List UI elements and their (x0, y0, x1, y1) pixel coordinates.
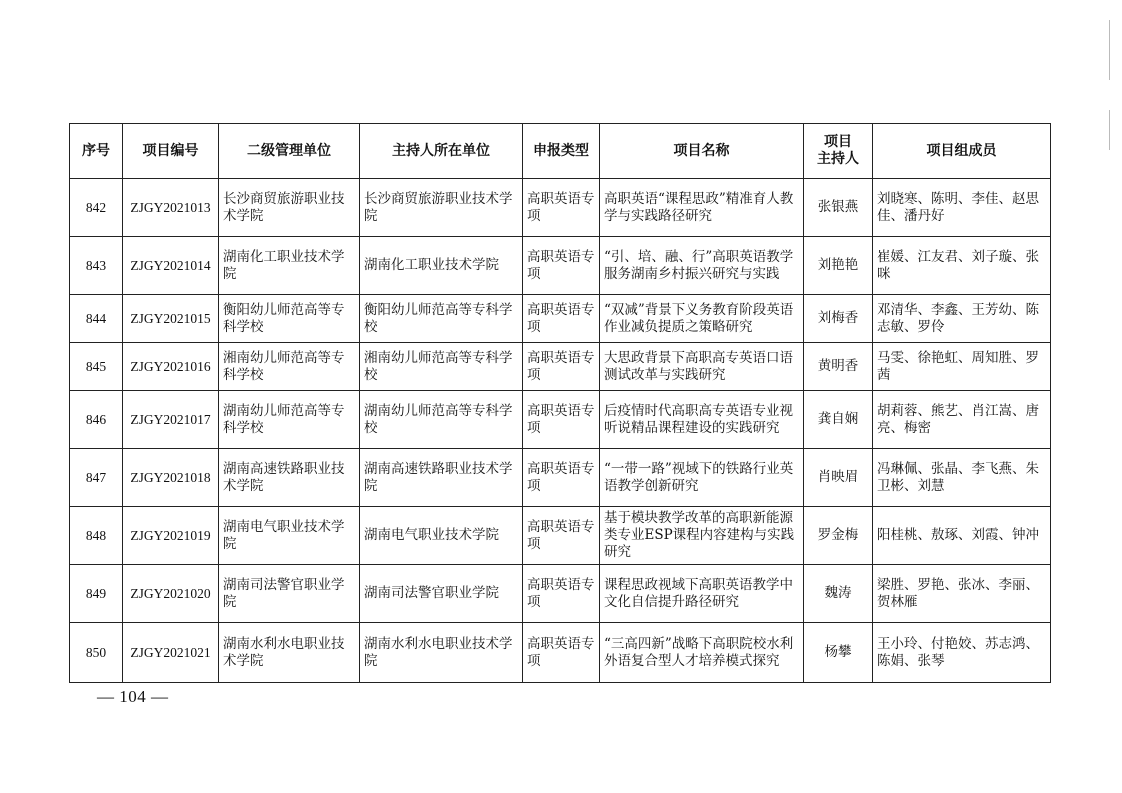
table-row (70, 179, 1051, 237)
host-unit-cell: 湖南幼儿师范高等专科学校 (360, 391, 523, 449)
project-members-cell: 马雯、徐艳虹、周知胜、罗茜 (873, 343, 1051, 391)
management-unit-cell: 湘南幼儿师范高等专科学校 (219, 343, 360, 391)
application-type-cell: 高职英语专项 (523, 623, 600, 683)
host-unit-cell: 湖南化工职业技术学院 (360, 237, 523, 295)
table-row (70, 449, 1051, 507)
column-header: 项目名称 (600, 124, 804, 179)
project-name-cell: “三高四新”战略下高职院校水利外语复合型人才培养模式探究 (600, 623, 804, 683)
table-row (70, 507, 1051, 565)
project-members-cell: 邓清华、李鑫、王芳幼、陈志敏、罗伶 (873, 295, 1051, 343)
management-unit-cell: 湖南幼儿师范高等专科学校 (219, 391, 360, 449)
management-unit-cell: 湖南水利水电职业技术学院 (219, 623, 360, 683)
row-number-cell: 842 (70, 179, 123, 237)
management-unit-cell: 湖南高速铁路职业技术学院 (219, 449, 360, 507)
application-type-cell: 高职英语专项 (523, 449, 600, 507)
project-name-cell: “引、培、融、行”高职英语教学服务湖南乡村振兴研究与实践 (600, 237, 804, 295)
host-unit-cell: 湖南高速铁路职业技术学院 (360, 449, 523, 507)
project-code-cell: ZJGY2021016 (123, 343, 219, 391)
column-header: 主持人所在单位 (360, 124, 523, 179)
project-name-cell: 高职英语“课程思政”精准育人教学与实践路径研究 (600, 179, 804, 237)
project-members-cell: 刘晓寒、陈明、李佳、赵思佳、潘丹好 (873, 179, 1051, 237)
table-row (70, 565, 1051, 623)
row-number-cell: 848 (70, 507, 123, 565)
project-name-cell: 课程思政视域下高职英语教学中文化自信提升路径研究 (600, 565, 804, 623)
project-code-cell: ZJGY2021020 (123, 565, 219, 623)
scan-edge-mark (1109, 20, 1110, 80)
table-header-row (70, 124, 1051, 179)
project-table (69, 123, 1051, 683)
row-number-cell: 843 (70, 237, 123, 295)
project-name-cell: “一带一路”视域下的铁路行业英语教学创新研究 (600, 449, 804, 507)
project-code-cell: ZJGY2021014 (123, 237, 219, 295)
scan-edge-mark (1109, 110, 1110, 150)
project-code-cell: ZJGY2021018 (123, 449, 219, 507)
project-name-cell: “双减”背景下义务教育阶段英语作业减负提质之策略研究 (600, 295, 804, 343)
table-row (70, 391, 1051, 449)
column-header: 项目 主持人 (804, 124, 873, 179)
application-type-cell: 高职英语专项 (523, 179, 600, 237)
application-type-cell: 高职英语专项 (523, 237, 600, 295)
project-members-cell: 冯琳佩、张晶、李飞燕、朱卫彬、刘慧 (873, 449, 1051, 507)
host-unit-cell: 衡阳幼儿师范高等专科学校 (360, 295, 523, 343)
project-host-cell: 刘梅香 (804, 295, 873, 343)
host-unit-cell: 湖南水利水电职业技术学院 (360, 623, 523, 683)
host-unit-cell: 湖南司法警官职业学院 (360, 565, 523, 623)
application-type-cell: 高职英语专项 (523, 343, 600, 391)
management-unit-cell: 湖南司法警官职业学院 (219, 565, 360, 623)
column-header: 项目编号 (123, 124, 219, 179)
host-unit-cell: 长沙商贸旅游职业技术学院 (360, 179, 523, 237)
application-type-cell: 高职英语专项 (523, 295, 600, 343)
project-host-cell: 杨攀 (804, 623, 873, 683)
host-unit-cell: 湖南电气职业技术学院 (360, 507, 523, 565)
project-code-cell: ZJGY2021019 (123, 507, 219, 565)
column-header: 二级管理单位 (219, 124, 360, 179)
row-number-cell: 847 (70, 449, 123, 507)
management-unit-cell: 湖南化工职业技术学院 (219, 237, 360, 295)
project-host-cell: 罗金梅 (804, 507, 873, 565)
project-members-cell: 梁胜、罗艳、张冰、李丽、贺林雁 (873, 565, 1051, 623)
project-members-cell: 胡莉蓉、熊艺、肖江嵩、唐亮、梅密 (873, 391, 1051, 449)
management-unit-cell: 湖南电气职业技术学院 (219, 507, 360, 565)
table-body (70, 179, 1051, 683)
row-number-cell: 846 (70, 391, 123, 449)
column-header: 项目组成员 (873, 124, 1051, 179)
column-header: 序号 (70, 124, 123, 179)
project-host-cell: 魏涛 (804, 565, 873, 623)
management-unit-cell: 长沙商贸旅游职业技术学院 (219, 179, 360, 237)
table-row (70, 343, 1051, 391)
table-row (70, 295, 1051, 343)
project-code-cell: ZJGY2021015 (123, 295, 219, 343)
table-row (70, 237, 1051, 295)
project-members-cell: 阳桂桃、敖琢、刘霞、钟冲 (873, 507, 1051, 565)
project-code-cell: ZJGY2021021 (123, 623, 219, 683)
row-number-cell: 844 (70, 295, 123, 343)
row-number-cell: 849 (70, 565, 123, 623)
row-number-cell: 850 (70, 623, 123, 683)
row-number-cell: 845 (70, 343, 123, 391)
project-host-cell: 黄明香 (804, 343, 873, 391)
project-name-cell: 基于模块教学改革的高职新能源类专业ESP课程内容建构与实践研究 (600, 507, 804, 565)
table-row (70, 623, 1051, 683)
application-type-cell: 高职英语专项 (523, 565, 600, 623)
project-host-cell: 肖映眉 (804, 449, 873, 507)
project-members-cell: 王小玲、付艳姣、苏志鸿、陈娟、张琴 (873, 623, 1051, 683)
application-type-cell: 高职英语专项 (523, 391, 600, 449)
project-members-cell: 崔媛、江友君、刘子璇、张咪 (873, 237, 1051, 295)
project-host-cell: 龚自娴 (804, 391, 873, 449)
project-code-cell: ZJGY2021017 (123, 391, 219, 449)
application-type-cell: 高职英语专项 (523, 507, 600, 565)
project-name-cell: 后疫情时代高职高专英语专业视听说精品课程建设的实践研究 (600, 391, 804, 449)
management-unit-cell: 衡阳幼儿师范高等专科学校 (219, 295, 360, 343)
host-unit-cell: 湘南幼儿师范高等专科学校 (360, 343, 523, 391)
page-number: — 104 — (97, 687, 169, 706)
project-code-cell: ZJGY2021013 (123, 179, 219, 237)
project-host-cell: 张银燕 (804, 179, 873, 237)
project-host-cell: 刘艳艳 (804, 237, 873, 295)
column-header: 申报类型 (523, 124, 600, 179)
project-name-cell: 大思政背景下高职高专英语口语测试改革与实践研究 (600, 343, 804, 391)
